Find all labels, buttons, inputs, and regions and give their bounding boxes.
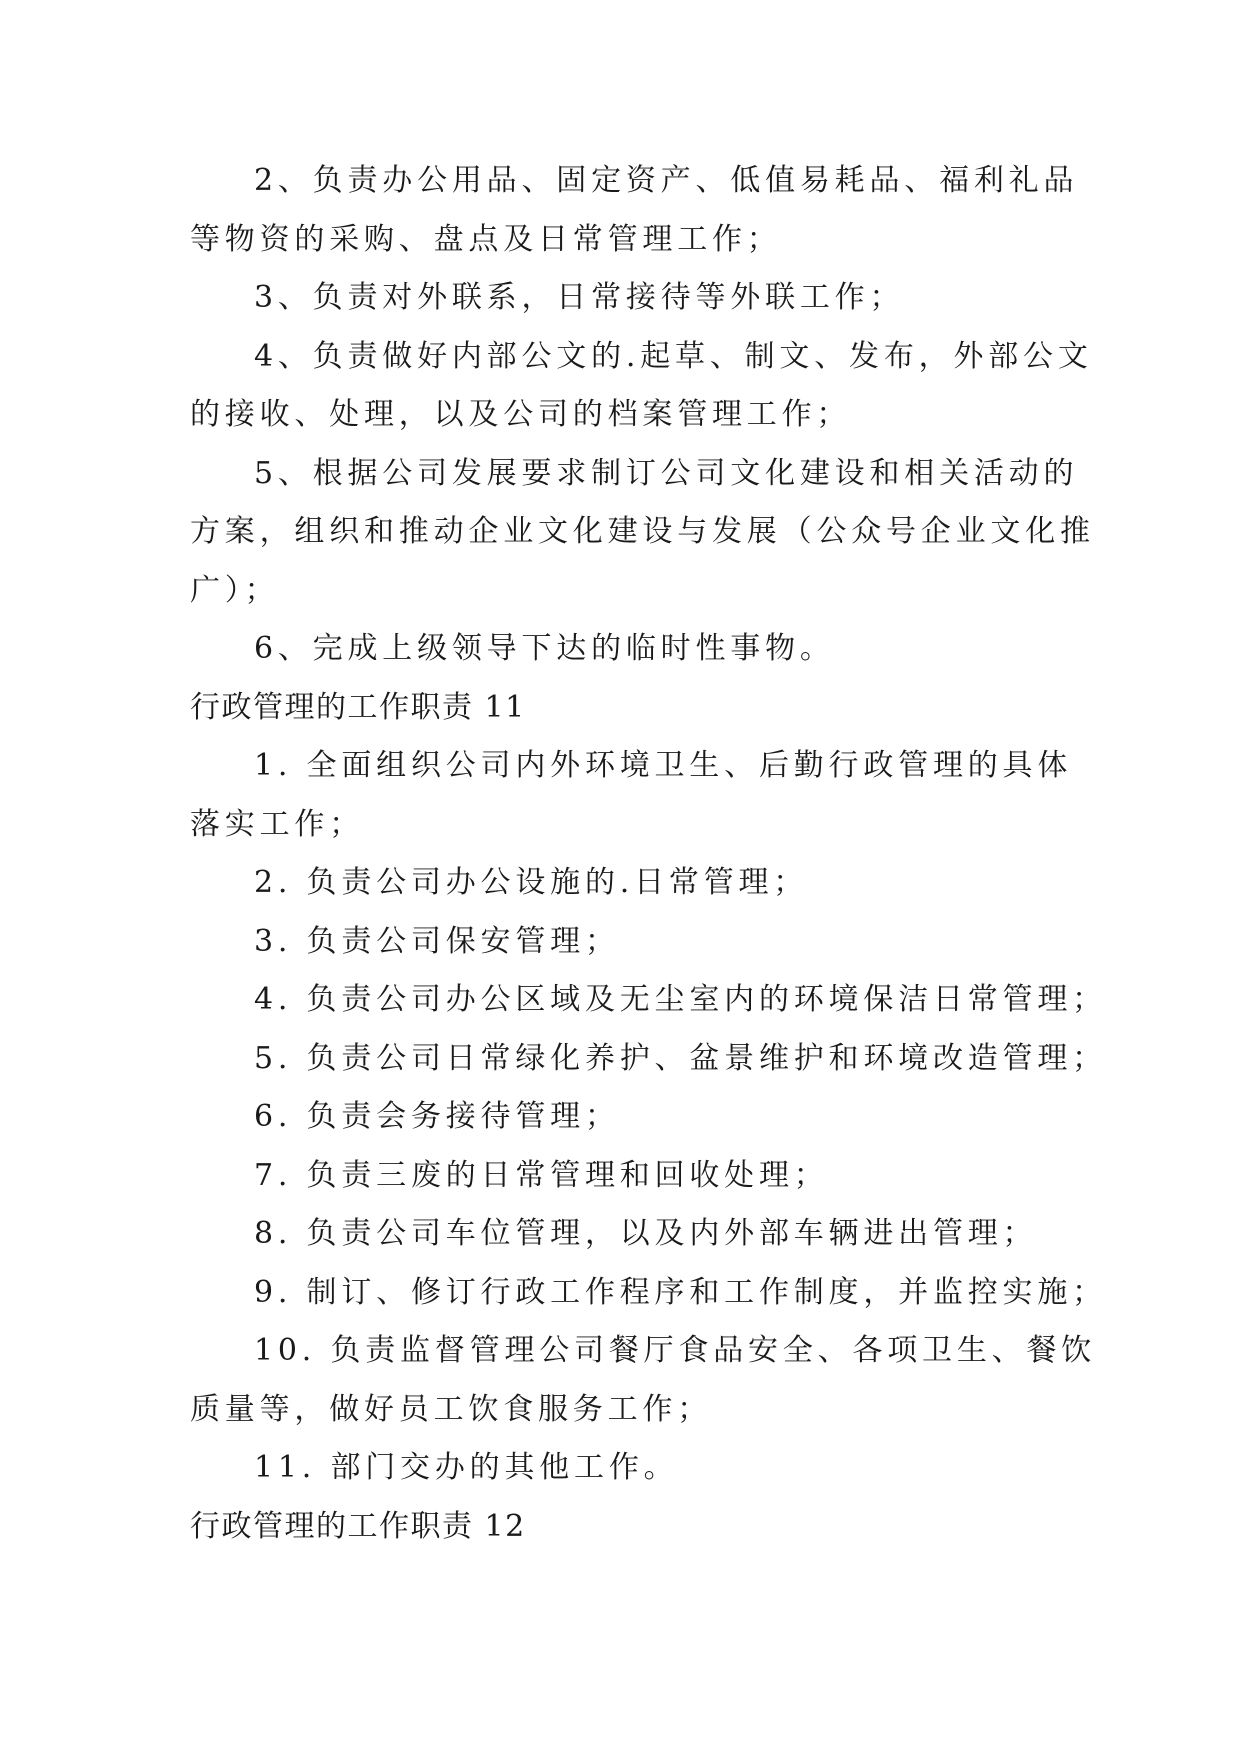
text-line: 11. 部门交办的其他工作。 [254,1450,679,1485]
text-line: 5、根据公司发展要求制订公司文化建设和相关活动的 [254,455,1079,491]
text-line: 方案，组织和推动企业文化建设与发展（公众号企业文化推 [190,514,1095,549]
text-line: 3、负责对外联系，日常接待等外联工作； [254,280,905,315]
text-line: 9. 制订、修订行政工作程序和工作制度，并监控实施； [254,1274,1107,1310]
text-line: 落实工作； [190,806,364,842]
text-line: 10. 负责监督管理公司餐厅食品安全、各项卫生、餐饮 [254,1333,1097,1368]
text-line: 4. 负责公司办公区域及无尘室内的环境保洁日常管理； [254,982,1107,1017]
text-line: 质量等，做好员工饮食服务工作； [190,1391,712,1427]
text-line: 等物资的采购、盘点及日常管理工作； [190,221,782,257]
text-line: 2、负责办公用品、固定资产、低值易耗品、福利礼品 [254,163,1079,198]
text-line: 3. 负责公司保安管理； [254,923,620,959]
text-line: 2. 负责公司办公设施的.日常管理； [254,865,809,900]
section-heading: 行政管理的工作职责 12 [190,1508,526,1544]
text-line: 4、负责做好内部公文的.起草、制文、发布，外部公文 [254,338,1093,374]
text-line: 7. 负责三废的日常管理和回收处理； [254,1157,829,1193]
section-heading: 行政管理的工作职责 11 [190,689,526,725]
text-line: 5. 负责公司日常绿化养护、盆景维护和环境改造管理； [254,1040,1107,1076]
document-body [190,152,1107,1556]
text-line: 1. 全面组织公司内外环境卫生、后勤行政管理的具体 [254,748,1073,783]
text-line: 广）； [190,572,280,608]
text-line: 的接收、处理，以及公司的档案管理工作； [190,397,852,432]
text-line: 8. 负责公司车位管理，以及内外部车辆进出管理； [254,1216,1038,1251]
text-line: 6、完成上级领导下达的临时性事物。 [254,631,835,666]
text-line: 6. 负责会务接待管理； [254,1099,620,1134]
